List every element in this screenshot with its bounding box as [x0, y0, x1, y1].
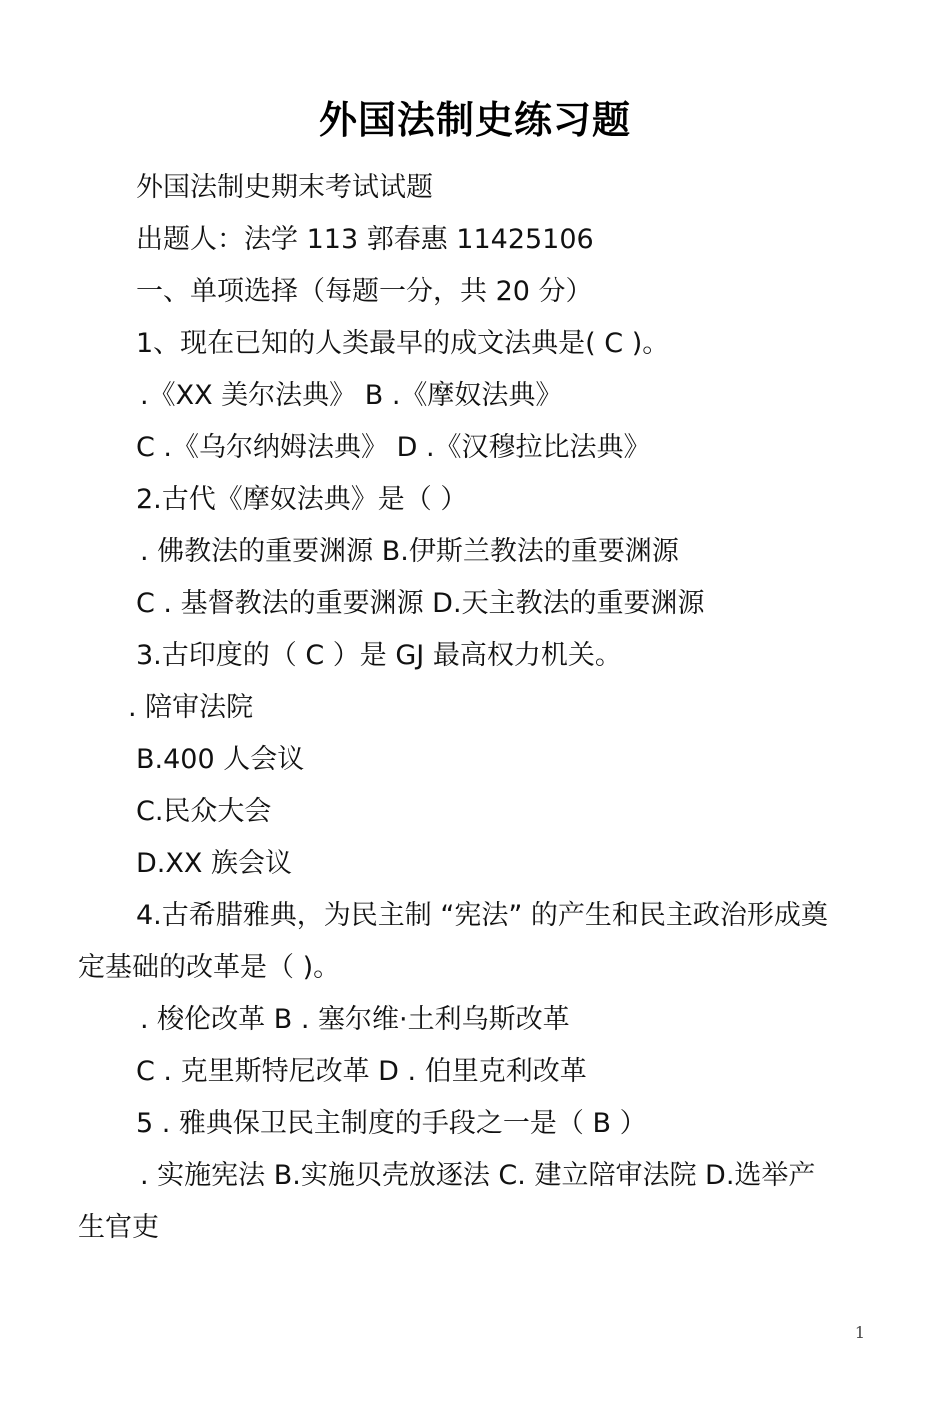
question-4-stem-line-2: 定基础的改革是（ )。: [78, 952, 341, 983]
question-5-options-line-1: . 实施宪法 B.实施贝壳放逐法 C. 建立陪审法院 D.选举产: [140, 1160, 816, 1191]
page-number: 1: [854, 1323, 866, 1342]
question-3-option-a: . 陪审法院: [128, 692, 254, 723]
question-5-options-line-2: 生官吏: [78, 1212, 159, 1243]
question-3-stem: 3.古印度的（ C ）是 GJ 最高权力机关。: [136, 640, 622, 671]
exam-subtitle: 外国法制史期末考试试题: [136, 172, 433, 203]
question-5-stem: 5 . 雅典保卫民主制度的手段之一是（ B ）: [136, 1108, 647, 1139]
question-2-options-cd: C . 基督教法的重要渊源 D.天主教法的重要渊源: [136, 588, 705, 619]
document-title: 外国法制史练习题: [318, 98, 631, 142]
author-line: 出题人：法学 113 郭春惠 11425106: [136, 224, 594, 255]
question-3-option-c: C.民众大会: [136, 796, 272, 827]
question-1-options-ab: .《XX 美尔法典》 B .《摩奴法典》: [140, 380, 563, 411]
section-heading: 一、单项选择（每题一分，共 20 分）: [136, 276, 593, 307]
question-3-option-d: D.XX 族会议: [136, 848, 292, 879]
question-4-stem-line-1: 4.古希腊雅典，为民主制 “宪法” 的产生和民主政治形成奠: [136, 900, 828, 931]
question-1-stem: 1、现在已知的人类最早的成文法典是( C )。: [136, 328, 670, 359]
question-4-options-ab: . 梭伦改革 B . 塞尔维·土利乌斯改革: [140, 1004, 570, 1035]
question-1-options-cd: C .《乌尔纳姆法典》 D .《汉穆拉比法典》: [136, 432, 651, 463]
question-4-options-cd: C . 克里斯特尼改革 D . 伯里克利改革: [136, 1056, 587, 1087]
question-2-options-ab: . 佛教法的重要渊源 B.伊斯兰教法的重要渊源: [140, 536, 679, 567]
question-2-stem: 2.古代《摩奴法典》是（ ）: [136, 484, 468, 515]
question-3-option-b: B.400 人会议: [136, 744, 305, 775]
